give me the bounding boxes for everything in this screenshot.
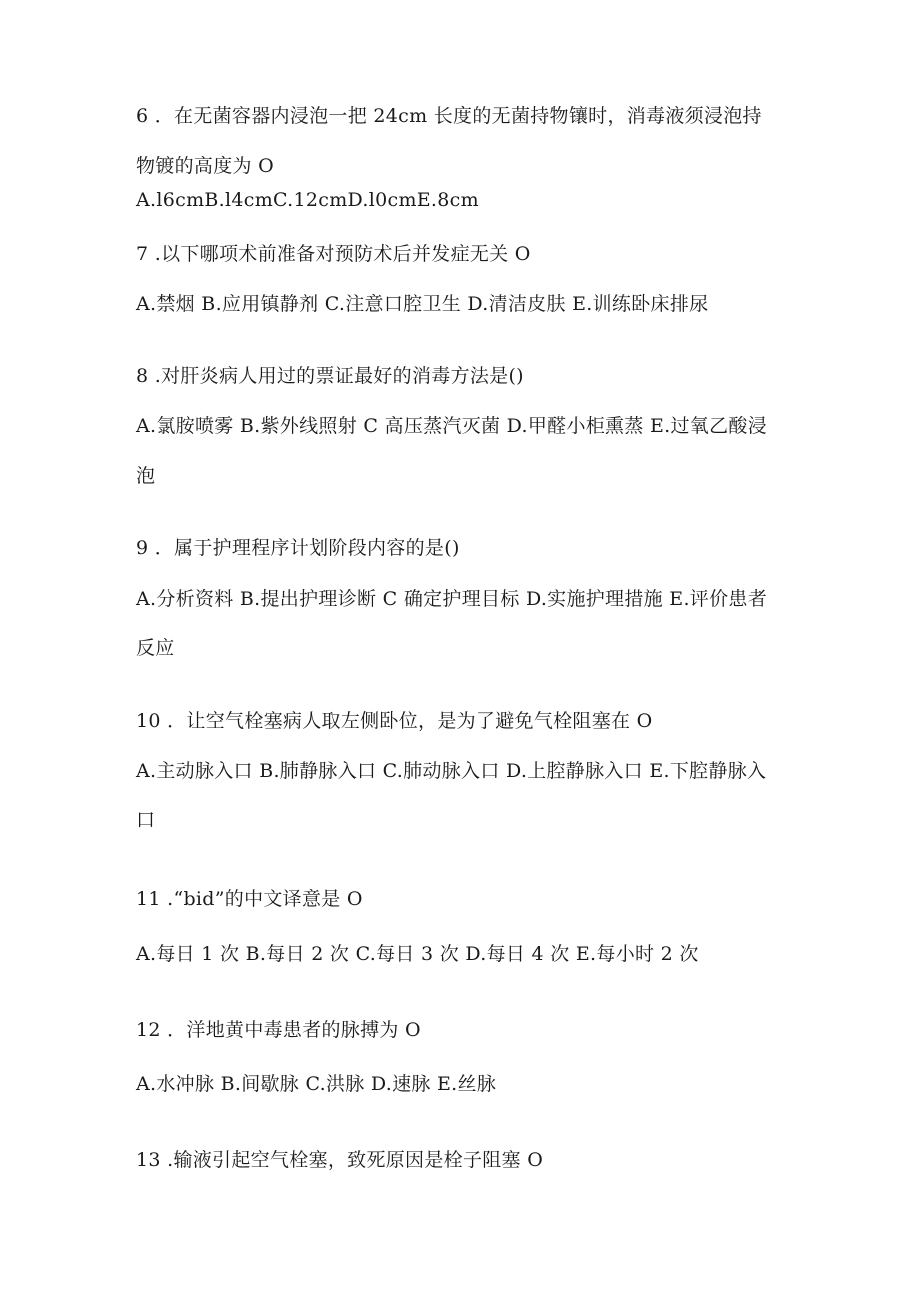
- question-13-stem: 13 .输液引起空气栓塞，致死原因是栓子阻塞 O: [136, 1149, 544, 1171]
- question-10-options-line-2: 口: [136, 809, 156, 831]
- question-12-stem: 12 ．洋地黄中毒患者的脉搏为 O: [136, 1019, 421, 1041]
- question-7-options: A.禁烟 B.应用镇静剂 C.注意口腔卫生 D.清洁皮肤 E.训练卧床排尿: [136, 293, 709, 315]
- question-8-stem: 8 .对肝炎病人用过的票证最好的消毒方法是(): [136, 365, 524, 387]
- question-6-stem-line-2: 物镀的高度为 O: [136, 155, 275, 177]
- question-12-options: A.水冲脉 B.间歇脉 C.洪脉 D.速脉 E.丝脉: [136, 1073, 497, 1095]
- question-8-options-line-2: 泡: [136, 465, 156, 487]
- question-6-stem-line-1: 6 ．在无菌容器内浸泡一把 24cm 长度的无菌持物镶时，消毒液须浸泡持: [136, 105, 762, 127]
- question-6-options: A.l6cmB.l4cmC.12cmD.l0cmE.8cm: [136, 189, 479, 211]
- question-7-stem: 7 .以下哪项术前准备对预防术后并发症无关 O: [136, 243, 531, 265]
- question-11-stem: 11 .“bid”的中文译意是 O: [136, 888, 363, 910]
- question-8-options-line-1: A.氯胺喷雾 B.紫外线照射 C 高压蒸汽灭菌 D.甲醛小柜熏蒸 E.过氧乙酸浸: [136, 415, 768, 437]
- question-10-options-line-1: A.主动脉入口 B.肺静脉入口 C.肺动脉入口 D.上腔静脉入口 E.下腔静脉入: [136, 760, 767, 782]
- question-9-options-line-1: A.分析资料 B.提出护理诊断 C 确定护理目标 D.实施护理措施 E.评价患者: [136, 588, 768, 610]
- question-10-stem: 10 ．让空气栓塞病人取左侧卧位，是为了避免气栓阻塞在 O: [136, 710, 653, 732]
- question-9-stem: 9 ．属于护理程序计划阶段内容的是(): [136, 537, 460, 559]
- question-11-options: A.每日 1 次 B.每日 2 次 C.每日 3 次 D.每日 4 次 E.每小时 2 次: [136, 943, 699, 965]
- question-9-options-line-2: 反应: [136, 637, 175, 659]
